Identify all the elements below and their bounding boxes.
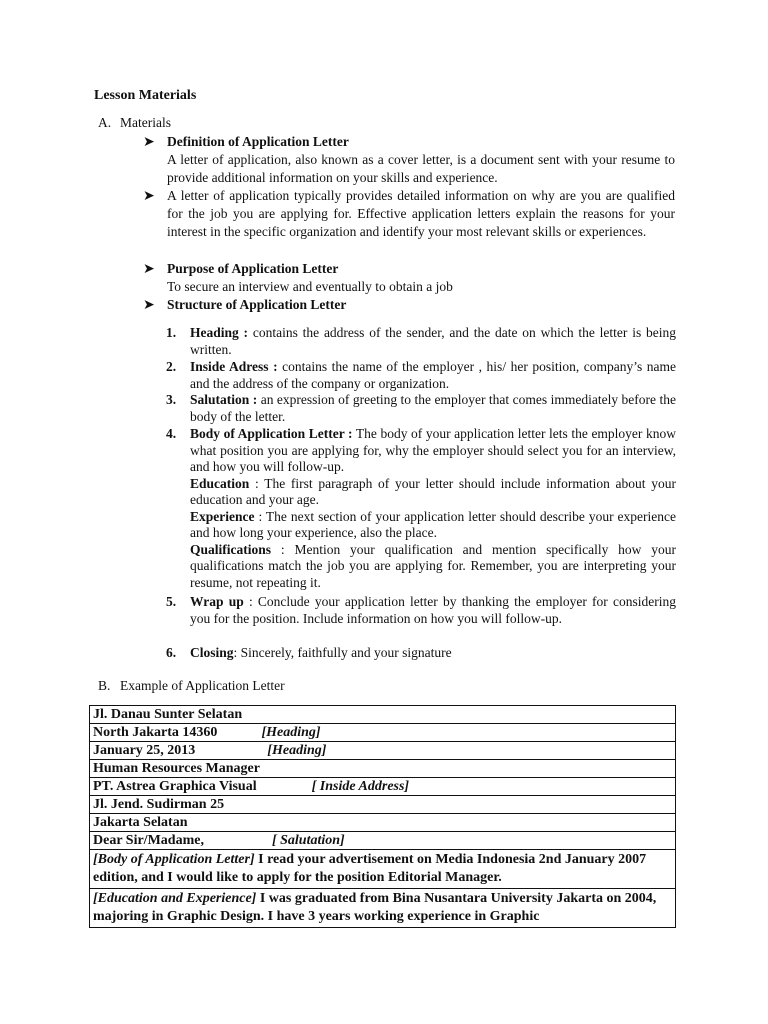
row-text: January 25, 2013: [93, 743, 196, 758]
structure-item: [166, 392, 676, 425]
subpart-text: : The first paragraph of your letter should include information about your education and your age.: [190, 475, 676, 507]
table-cell: [90, 832, 676, 850]
structure-item: [166, 325, 676, 358]
definition-text: A letter of application, also known as a cover letter, is a document sent with your resume to provide additional information on your skills and experience.: [167, 152, 675, 185]
row-tag: [Body of Application Letter]: [93, 852, 255, 867]
table-cell: [90, 760, 676, 778]
table-row: [90, 724, 676, 742]
section-b-letter: B.: [98, 678, 111, 693]
section-b-text: Example of Application Letter: [120, 678, 285, 693]
page-title: Lesson Materials: [94, 88, 197, 103]
table-row: [90, 706, 676, 724]
table-row: [90, 760, 676, 778]
row-text: PT. Astrea Graphica Visual: [93, 779, 257, 794]
table-row: [90, 742, 676, 760]
table-row: [90, 796, 676, 814]
section-a-label: [98, 115, 171, 131]
item-term: Heading :: [190, 325, 249, 340]
item-text: contains the name of the employer , his/ her position, company’s name and the address of the company or organization.: [190, 359, 676, 391]
item-text: contains the address of the sender, and the date on which the letter is being written.: [190, 325, 676, 357]
body-subpart-experience: [190, 509, 676, 542]
body-subpart-education: [190, 476, 676, 509]
subpart-term: Education: [190, 475, 250, 491]
subpart-term: Qualifications: [190, 541, 272, 557]
table-row: [90, 850, 676, 889]
structure-heading: Structure of Application Letter: [167, 297, 347, 312]
item-term: Inside Adress :: [190, 359, 278, 374]
table-row: [90, 814, 676, 832]
section-a-text: Materials: [120, 115, 171, 130]
purpose-text: To secure an interview and eventually to obtain a job: [167, 279, 453, 294]
item-text: an expression of greeting to the employer that comes immediately before the body of the letter.: [190, 392, 676, 424]
row-text: I read your advertisement on Media Indonesia 2nd January 2007 edition, and I would like to apply for the position Editorial Manager.: [93, 852, 647, 885]
arrow-bullet-icon: ➤: [143, 189, 155, 204]
section-b-label: [98, 678, 285, 694]
item-number: 6.: [166, 645, 177, 660]
item-term: Closing: [190, 645, 234, 660]
row-tag: [Heading]: [267, 743, 327, 758]
table-row: [90, 889, 676, 928]
arrow-bullet-icon: ➤: [143, 262, 155, 277]
item-term: Salutation :: [190, 392, 258, 407]
table-row: [90, 778, 676, 796]
item-text: The body of your application letter lets the employer know what position you are applying for, why the employer should select you for an interview, and how you will follow-up.: [190, 426, 676, 474]
row-text: North Jakarta 14360: [93, 725, 218, 740]
arrow-bullet-icon: ➤: [143, 135, 155, 150]
purpose-heading: Purpose of Application Letter: [167, 261, 339, 276]
row-text: Dear Sir/Madame,: [93, 833, 204, 848]
subpart-term: Experience: [190, 508, 255, 524]
table-cell: [90, 724, 676, 742]
row-text: Jl. Danau Sunter Selatan: [93, 707, 243, 722]
item-number: 2.: [166, 359, 177, 374]
table-cell: [90, 850, 676, 889]
structure-item: [166, 426, 676, 591]
section-a-letter: A.: [98, 115, 112, 130]
item-number: 4.: [166, 426, 177, 441]
table-row: [90, 832, 676, 850]
item-number: 3.: [166, 392, 177, 407]
item-text: : Conclude your application letter by thanking the employer for considering you for the position. Include information on how you will follow-up.: [190, 594, 677, 626]
structure-item: [166, 359, 676, 392]
definition-heading: Definition of Application Letter: [167, 134, 349, 149]
table-cell: [90, 814, 676, 832]
item-term: Body of Application Letter :: [190, 426, 353, 441]
item-number: 1.: [166, 325, 177, 340]
row-tag: [ Salutation]: [271, 833, 345, 848]
example-letter-table: [89, 705, 676, 928]
body-subpart-qualifications: [190, 542, 676, 592]
table-cell: [90, 706, 676, 724]
table-cell: [90, 889, 676, 928]
arrow-bullet-icon: ➤: [143, 298, 155, 313]
subpart-text: : Mention your qualification and mention specifically how your qualifications match the job you are applying for. Remember, you are interpreting your resume, not repeating it.: [190, 541, 676, 590]
row-tag: [Education and Experience]: [93, 891, 257, 906]
row-tag: [Heading]: [261, 725, 321, 740]
table-cell: [90, 796, 676, 814]
detail-text: A letter of application typically provides detailed information on why are you are qualified for the job you are applying for. Effective application letters explain the reasons for your interest in the specific organization and identify your most relevant skills or experiences.: [167, 188, 675, 239]
structure-item: [166, 594, 676, 627]
table-cell: [90, 778, 676, 796]
item-text: : Sincerely, faithfully and your signature: [233, 645, 452, 660]
row-text: I was graduated from Bina Nusantara University Jakarta on 2004, majoring in Graphic Design. I have 3 years working experience in Graphic: [93, 891, 657, 924]
item-number: 5.: [166, 594, 177, 609]
table-cell: [90, 742, 676, 760]
item-term: Wrap up: [190, 594, 244, 609]
row-text: Human Resources Manager: [93, 761, 260, 776]
row-text: Jl. Jend. Sudirman 25: [93, 797, 225, 812]
row-tag: [ Inside Address]: [311, 779, 410, 794]
row-text: Jakarta Selatan: [93, 815, 188, 830]
structure-item: [166, 645, 676, 662]
subpart-text: : The next section of your application letter should describe your experience and how long your experience, also the place.: [190, 508, 676, 540]
